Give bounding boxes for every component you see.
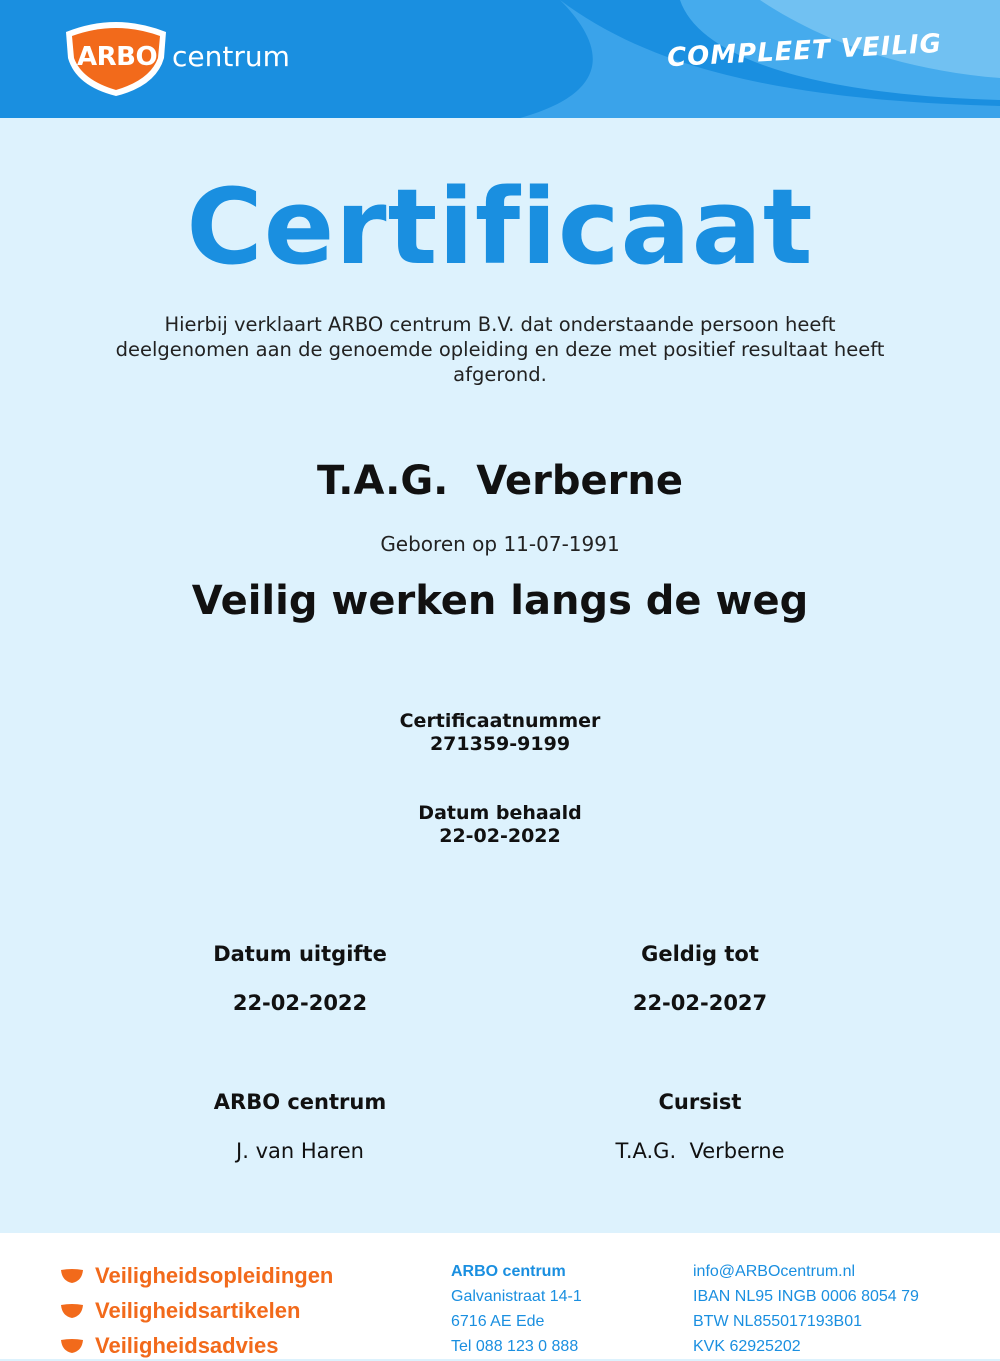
valid-until-label: Geldig tot	[641, 942, 759, 966]
student-name: T.A.G. Verberne	[615, 1139, 785, 1163]
recipient-name: T.A.G. Verberne	[317, 458, 683, 504]
certificate-title: Certificaat	[186, 166, 814, 288]
footer-phone: Tel 088 123 0 888	[451, 1338, 579, 1355]
footer-kvk: KVK 62925202	[693, 1338, 801, 1355]
certificate-number-value: 271359-9199	[429, 733, 571, 755]
footer-email[interactable]: info@ARBOcentrum.nl	[693, 1263, 856, 1280]
issue-date-label: Datum uitgifte	[213, 942, 387, 966]
footer	[0, 1233, 1000, 1359]
date-achieved	[300, 802, 700, 848]
orange-shield-icon	[60, 1339, 84, 1353]
date-achieved-label: Datum behaald	[418, 802, 582, 824]
footer-btw: BTW NL855017193B01	[693, 1313, 862, 1330]
service-item	[60, 1331, 278, 1361]
course-title: Veilig werken langs de weg	[191, 578, 809, 624]
student-label: Cursist	[658, 1090, 742, 1114]
logo-centrum-text: centrum	[172, 40, 290, 73]
service-label: Veiligheidsopleidingen	[95, 1263, 334, 1288]
arbo-centrum-logo	[60, 18, 310, 100]
service-item	[60, 1296, 300, 1326]
valid-until-value: 22-02-2027	[632, 991, 768, 1015]
footer-company: ARBO centrum	[451, 1263, 566, 1280]
issuer-label: ARBO centrum	[213, 1090, 387, 1114]
service-label: Veiligheidsadvies	[95, 1333, 279, 1358]
birth-date: Geboren op 11-07-1991	[380, 532, 620, 556]
footer-city: 6716 AE Ede	[451, 1313, 545, 1330]
issue-date-value: 22-02-2022	[232, 991, 368, 1015]
certificate-number-label: Certificaatnummer	[399, 710, 601, 732]
orange-shield-icon	[60, 1269, 84, 1283]
date-achieved-value: 22-02-2022	[439, 825, 561, 847]
registration-block	[693, 1259, 919, 1359]
orange-shield-icon	[60, 1304, 84, 1318]
service-item	[60, 1261, 333, 1291]
service-label: Veiligheidsartikelen	[95, 1298, 301, 1323]
certificate-intro: Hierbij verklaart ARBO centrum B.V. dat onderstaande persoon heeft deelgenomen aan de genoemde opleiding en deze met positief resultaat heeft afgerond.	[115, 313, 885, 386]
address-block	[451, 1259, 582, 1359]
logo-arbo-text: ARBO	[77, 42, 158, 72]
issuer-signer: J. van Haren	[236, 1139, 364, 1163]
header-banner	[0, 0, 1000, 118]
footer-iban: IBAN NL95 INGB 0006 8054 79	[693, 1288, 919, 1305]
slogan: COMPLEET VEILIG	[666, 28, 943, 74]
footer-street: Galvanistraat 14-1	[451, 1288, 582, 1305]
certificate-number	[300, 710, 700, 756]
